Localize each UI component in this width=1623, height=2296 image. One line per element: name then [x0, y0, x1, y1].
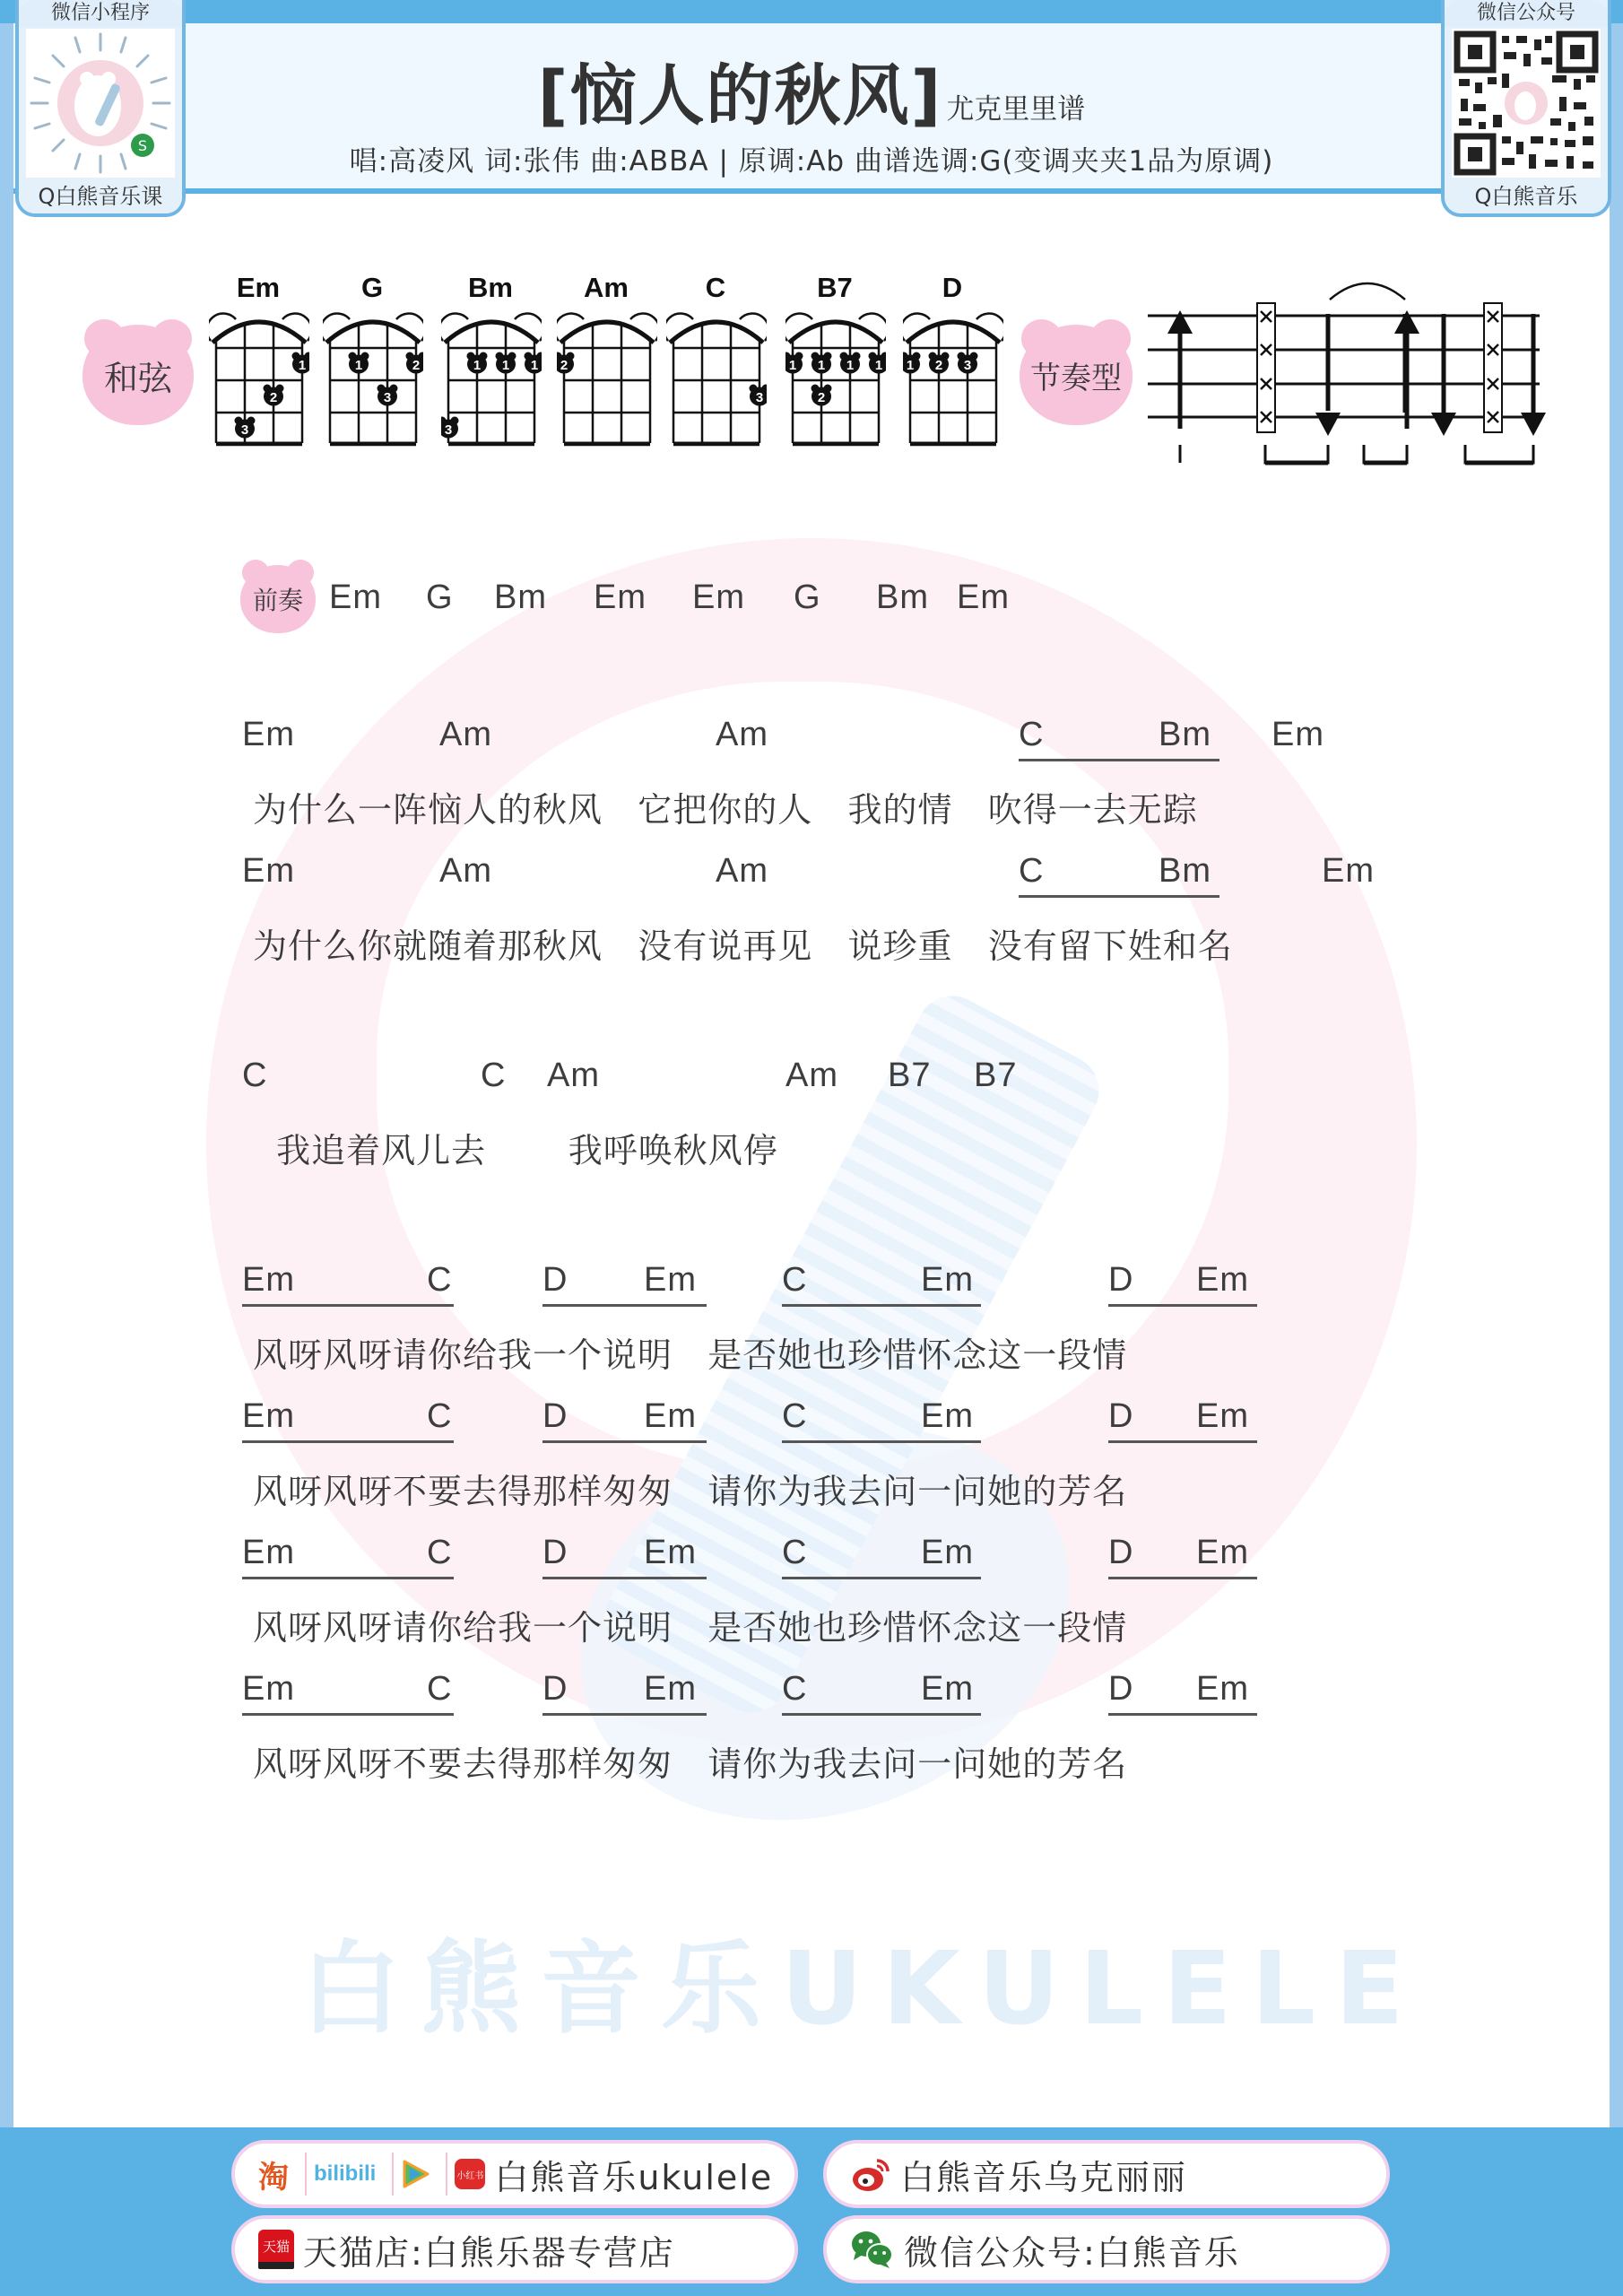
chord-symbol: C	[1019, 852, 1045, 890]
chord-name: Am	[584, 272, 629, 303]
fretboard-grid	[666, 307, 767, 450]
chord-symbol: D	[1108, 1670, 1134, 1708]
chord-symbol: Em	[242, 1534, 295, 1571]
beat-group-underline	[782, 1304, 981, 1307]
chord-diagram-bm	[441, 269, 540, 454]
beat-group-underline	[242, 1577, 454, 1579]
chord-symbol: D	[542, 1261, 568, 1299]
weibo-pill-text: 白熊音乐乌克丽丽	[900, 2157, 1188, 2197]
svg-text:1: 1	[906, 358, 915, 373]
svg-text:1: 1	[788, 358, 797, 373]
left-border	[0, 0, 13, 2127]
fretboard-grid	[785, 307, 886, 450]
chord-name: G	[360, 272, 384, 303]
intro-chord: Bm	[876, 578, 929, 616]
svg-text:3: 3	[383, 390, 392, 405]
beat-group-underline	[242, 1304, 454, 1307]
weibo-pill[interactable]	[823, 2140, 1390, 2208]
bilibili-icon: bilibili	[314, 2161, 377, 2186]
chord-symbol: Am	[716, 716, 768, 753]
svg-text:2: 2	[560, 358, 568, 373]
beat-group-underline	[242, 1440, 454, 1443]
finger-dot-icon	[441, 417, 459, 439]
beat-group-underline	[1019, 759, 1219, 761]
beat-group-underline	[1108, 1577, 1257, 1579]
intro-label-text: 前奏	[252, 586, 303, 615]
chord-diagram-d	[903, 269, 1002, 454]
beat-group-underline	[782, 1440, 981, 1443]
qr-search-label: Q白熊音乐	[1445, 179, 1608, 213]
fretboard-grid	[323, 307, 423, 450]
chord-symbol: D	[542, 1397, 568, 1435]
lyric-line: 我追着风儿去 我呼唤秋风停	[253, 1131, 778, 1170]
svg-text:2: 2	[412, 358, 421, 373]
chord-symbol: C	[782, 1397, 808, 1435]
wechat-pill-text: 微信公众号:白熊音乐	[904, 2232, 1240, 2273]
chord-symbol: Em	[1271, 716, 1324, 753]
brand-watermark: 白熊音乐UKULELE	[300, 1931, 1424, 2048]
platforms-pill-text: 白熊音乐ukulele	[494, 2157, 774, 2197]
beat-group-underline	[1108, 1304, 1257, 1307]
weibo-icon	[850, 2155, 891, 2193]
finger-dot-icon	[869, 352, 887, 374]
finger-dot-icon	[525, 352, 542, 374]
finger-dot-icon	[840, 352, 861, 374]
intro-chord: Em	[329, 578, 382, 616]
chord-symbol: C	[427, 1397, 453, 1435]
svg-text:3: 3	[755, 390, 764, 405]
finger-dot-icon	[467, 352, 488, 374]
strum-down-arrow-icon	[1315, 314, 1341, 436]
svg-text:1: 1	[817, 358, 826, 373]
chords-section-label	[82, 325, 194, 425]
qr-top-label: 微信公众号	[1445, 0, 1608, 27]
beat-group-underline	[542, 1304, 707, 1307]
lyric-line: 风呀风呀请你给我一个说明 是否她也珍惜怀念这一段情	[253, 1335, 1128, 1375]
fretboard-grid	[557, 307, 657, 450]
chord-symbol: Em	[242, 1397, 295, 1435]
chord-symbol: Am	[785, 1057, 838, 1094]
chord-symbol: Em	[921, 1261, 974, 1299]
finger-dot-icon	[557, 352, 575, 374]
beat-group-underline	[542, 1577, 707, 1579]
chord-symbol: D	[542, 1534, 568, 1571]
mini-program-qr-icon	[26, 29, 175, 178]
chord-symbol: Em	[242, 1670, 295, 1708]
taobao-icon: 淘	[258, 2159, 289, 2196]
strum-up-arrow-icon	[1167, 310, 1193, 429]
wechat-official-qr-card[interactable]	[1441, 0, 1611, 217]
intro-label	[240, 565, 316, 633]
finger-dot-icon	[929, 352, 950, 374]
chord-symbol: D	[1108, 1534, 1134, 1571]
lyric-line: 风呀风呀不要去得那样匆匆 请你为我去问一问她的芳名	[253, 1744, 1128, 1784]
svg-text:3: 3	[963, 358, 972, 373]
chord-name: D	[942, 272, 963, 303]
chord-diagram-em	[209, 269, 308, 454]
beat-group-underline	[542, 1440, 707, 1443]
right-border	[1610, 0, 1623, 2127]
chord-name: C	[705, 272, 726, 303]
finger-dot-icon	[496, 352, 516, 374]
mini-program-qr-card[interactable]	[15, 0, 186, 217]
svg-text:2: 2	[269, 390, 278, 405]
chord-symbol: Em	[242, 1261, 295, 1299]
chord-symbol: Em	[644, 1534, 697, 1571]
intro-chord: Em	[957, 578, 1010, 616]
finger-dot-icon	[812, 385, 832, 406]
beat-group-underline	[542, 1713, 707, 1716]
chord-symbol: C	[481, 1057, 507, 1094]
tmall-icon: 天猫	[258, 2230, 294, 2269]
chord-symbol: Em	[1196, 1670, 1249, 1708]
chord-symbol: Em	[644, 1397, 697, 1435]
chord-symbol: Am	[439, 716, 492, 753]
svg-text:3: 3	[240, 422, 249, 438]
finger-dot-icon	[264, 385, 284, 406]
rhythm-label-text: 节奏型	[1030, 360, 1122, 396]
xiaohongshu-icon: 小红书	[455, 2159, 485, 2189]
chord-diagram-g	[323, 269, 421, 454]
chord-symbol: Em	[921, 1534, 974, 1571]
chord-symbol: C	[242, 1057, 268, 1094]
song-credits: 唱:高凌风 词:张伟 曲:ABBA | 原调:Ab 曲谱选调:G(变调夹夹1品为原调)	[349, 145, 1274, 178]
chord-symbol: C	[427, 1261, 453, 1299]
chord-symbol: Em	[1196, 1261, 1249, 1299]
footer	[0, 2127, 1623, 2296]
svg-text:2: 2	[934, 358, 943, 373]
chord-symbol: C	[427, 1670, 453, 1708]
beat-group-underline	[1108, 1440, 1257, 1443]
svg-text:2: 2	[817, 390, 826, 405]
chord-symbol: Em	[242, 716, 295, 753]
rhythm-section-label	[1020, 325, 1133, 425]
intro-chord: Em	[692, 578, 745, 616]
strum-mute-icon	[1484, 303, 1502, 432]
divider	[305, 2152, 307, 2196]
intro-chord: G	[794, 578, 821, 616]
wechat-pill[interactable]	[823, 2215, 1390, 2283]
intro-chord: G	[426, 578, 454, 616]
svg-text:1: 1	[354, 358, 363, 373]
strum-mute-icon	[1257, 303, 1275, 432]
chord-symbol: B7	[888, 1057, 932, 1094]
chord-diagram-am	[557, 269, 655, 454]
qr-search-label: Q白熊音乐课	[19, 179, 182, 213]
chord-diagram-b7	[785, 269, 884, 454]
chord-symbol: C	[782, 1670, 808, 1708]
fretboard-grid	[903, 307, 1003, 450]
tmall-pill-text: 天猫店:白熊乐器专营店	[303, 2232, 675, 2273]
strum-pattern-diagram	[1148, 278, 1551, 470]
top-band	[0, 0, 1623, 23]
finger-dot-icon	[750, 385, 768, 406]
finger-dot-icon	[812, 352, 832, 374]
svg-text:S: S	[137, 137, 148, 154]
chord-symbol: Am	[547, 1057, 600, 1094]
chord-symbol: Em	[644, 1670, 697, 1708]
beat-group-underline	[782, 1713, 981, 1716]
chord-symbol: Am	[439, 852, 492, 890]
header	[13, 23, 1610, 194]
chord-name: Bm	[468, 272, 513, 303]
svg-text:1: 1	[846, 358, 855, 373]
chord-symbol: C	[782, 1261, 808, 1299]
chord-symbol: D	[1108, 1261, 1134, 1299]
strum-down-arrow-icon	[1521, 314, 1546, 436]
fretboard-grid	[209, 307, 309, 450]
chord-name: Em	[236, 272, 281, 303]
title-row	[13, 43, 1610, 138]
chord-diagram-c	[666, 269, 765, 454]
chord-symbol: Em	[921, 1670, 974, 1708]
chord-symbol: Em	[1196, 1397, 1249, 1435]
finger-dot-icon	[785, 352, 803, 374]
tmall-pill[interactable]	[231, 2215, 798, 2283]
wechat-icon	[850, 2230, 895, 2269]
lyric-line: 为什么一阵恼人的秋风 它把你的人 我的情 吹得一去无踪	[253, 790, 1198, 830]
chord-symbol: Em	[1196, 1534, 1249, 1571]
sheet-type: 尤克里里谱	[946, 93, 1086, 126]
beat-group-underline	[782, 1577, 981, 1579]
lyric-line: 风呀风呀请你给我一个说明 是否她也珍惜怀念这一段情	[253, 1608, 1128, 1648]
svg-text:1: 1	[501, 358, 510, 373]
beat-group-underline	[242, 1713, 454, 1716]
divider	[446, 2152, 447, 2196]
finger-dot-icon	[349, 352, 369, 374]
finger-dot-icon	[235, 417, 256, 439]
finger-dot-icon	[406, 352, 424, 374]
beat-group-underline	[1108, 1713, 1257, 1716]
svg-text:3: 3	[444, 422, 453, 438]
chord-symbol: Bm	[1159, 716, 1211, 753]
chord-symbol: C	[782, 1534, 808, 1571]
qr-top-label: 微信小程序	[19, 0, 182, 27]
chord-symbol: C	[1019, 716, 1045, 753]
beat-group-underline	[1019, 895, 1219, 898]
finger-dot-icon	[378, 385, 398, 406]
svg-text:1: 1	[298, 358, 307, 373]
video-play-icon	[401, 2159, 430, 2189]
svg-text:1: 1	[473, 358, 482, 373]
divider	[392, 2152, 394, 2196]
chord-symbol: Am	[716, 852, 768, 890]
svg-text:1: 1	[874, 358, 883, 373]
chord-symbol: Em	[644, 1261, 697, 1299]
chord-symbol: Em	[1322, 852, 1375, 890]
finger-dot-icon	[903, 352, 921, 374]
wechat-official-qr-icon	[1452, 29, 1601, 178]
svg-text:1: 1	[530, 358, 539, 373]
finger-dot-icon	[292, 352, 310, 374]
chord-symbol: Em	[921, 1397, 974, 1435]
platforms-pill[interactable]	[231, 2140, 798, 2208]
chord-symbol: Bm	[1159, 852, 1211, 890]
intro-chord: Bm	[494, 578, 547, 616]
intro-chord: Em	[594, 578, 647, 616]
chords-label-text: 和弦	[103, 358, 172, 398]
chord-symbol: C	[427, 1534, 453, 1571]
lyric-line: 为什么你就随着那秋风 没有说再见 说珍重 没有留下姓和名	[253, 926, 1233, 966]
lyric-line: 风呀风呀不要去得那样匆匆 请你为我去问一问她的芳名	[253, 1472, 1128, 1511]
chord-symbol: D	[542, 1670, 568, 1708]
finger-dot-icon	[958, 352, 978, 374]
chord-symbol: Em	[242, 852, 295, 890]
chord-symbol: D	[1108, 1397, 1134, 1435]
chord-name: B7	[817, 272, 853, 303]
song-title: [恼人的秋风]	[537, 57, 943, 135]
chord-symbol: B7	[974, 1057, 1018, 1094]
fretboard-grid	[441, 307, 542, 450]
